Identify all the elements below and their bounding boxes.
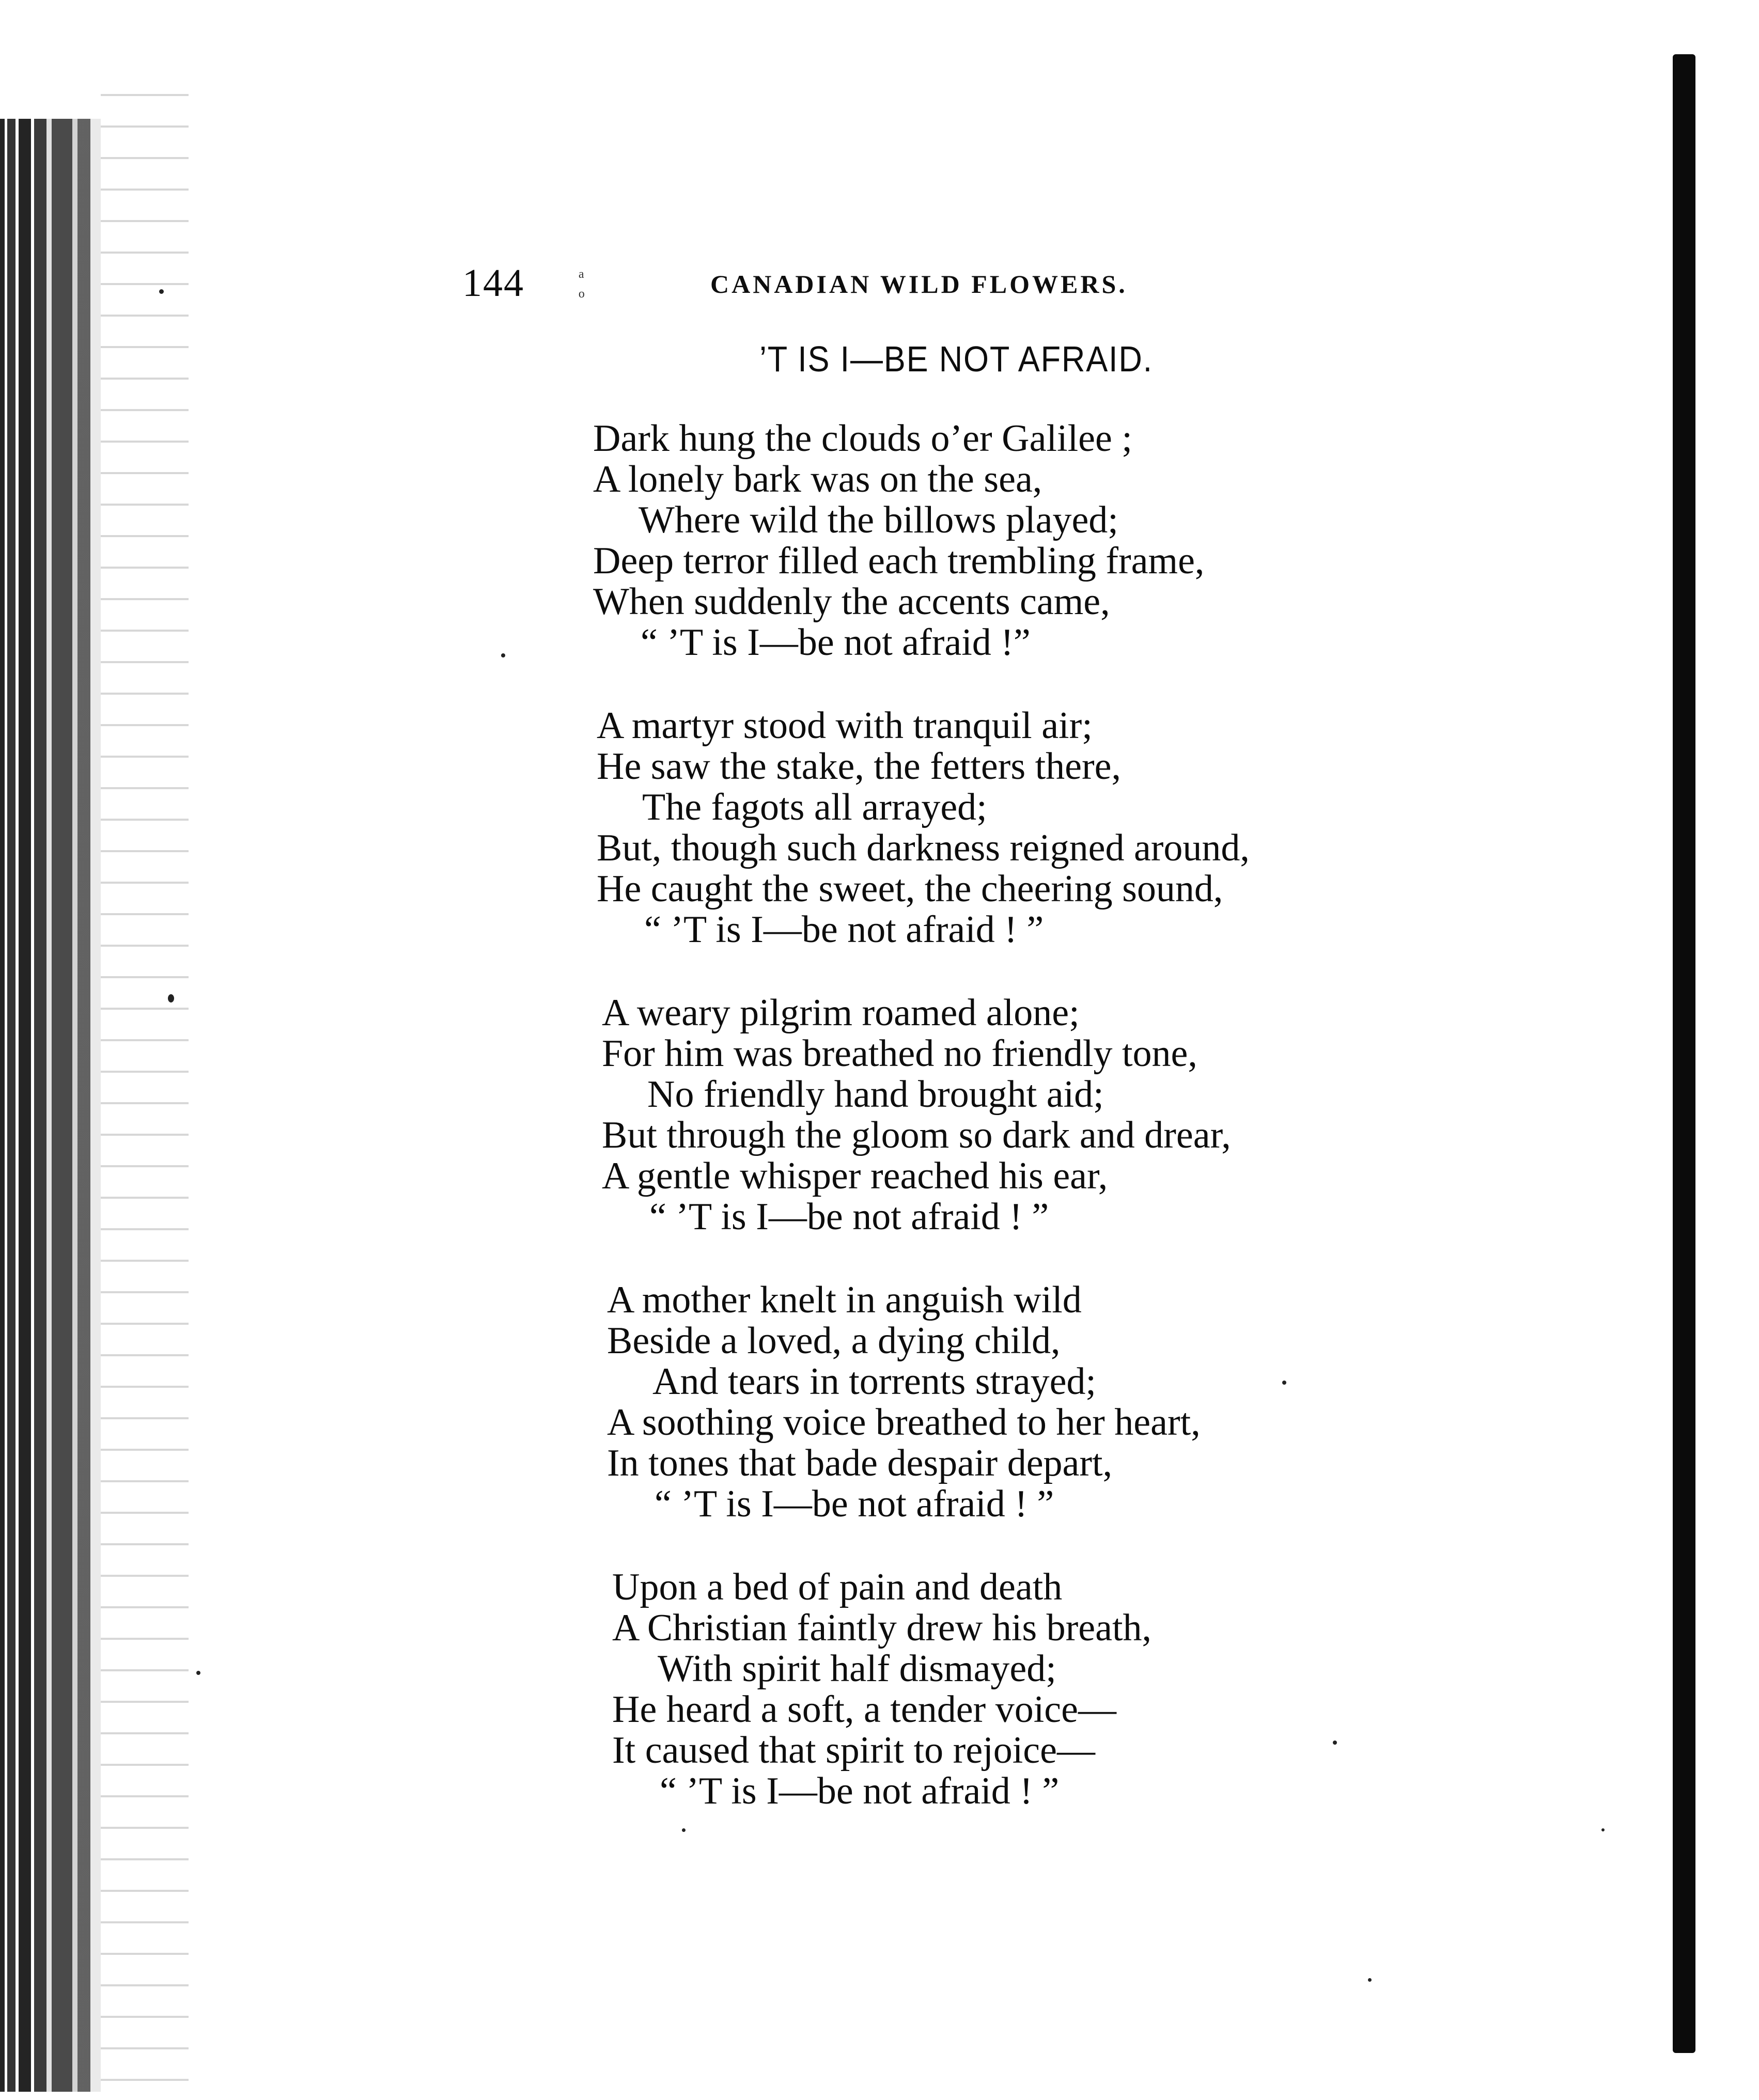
speck xyxy=(501,653,505,657)
stanza-5 xyxy=(612,1567,1439,1812)
page-edge-shadow xyxy=(1673,54,1695,2053)
speck xyxy=(682,1828,686,1832)
running-head xyxy=(462,261,1227,307)
poem-line: The fagots all arrayed; xyxy=(642,786,987,828)
poem-line: Beside a loved, a dying child, xyxy=(607,1320,1061,1362)
ornament-icon: ᵃ ᵒ xyxy=(579,265,585,308)
speck xyxy=(1368,1978,1372,1982)
speck xyxy=(159,289,164,294)
poem-line: Where wild the billows played; xyxy=(639,499,1118,541)
poem-line: A gentle whisper reached his ear, xyxy=(602,1155,1108,1197)
poem-line: No friendly hand brought aid; xyxy=(647,1073,1104,1116)
poem-line: He saw the stake, the fetters there, xyxy=(597,745,1122,788)
poem-line: And tears in torrents strayed; xyxy=(652,1360,1096,1403)
poem-line: Upon a bed of pain and death xyxy=(612,1566,1063,1608)
poem-line: A lonely bark was on the sea, xyxy=(593,458,1042,500)
poem-refrain: “ ’T is I—be not afraid ! ” xyxy=(660,1770,1060,1812)
poem-line: In tones that bade despair depart, xyxy=(607,1442,1113,1484)
poem-line: He heard a soft, a tender voice— xyxy=(612,1688,1116,1731)
poem-line: When suddenly the accents came, xyxy=(593,581,1110,623)
poem-line: A soothing voice breathed to her heart, xyxy=(607,1401,1201,1444)
poem-title: ’T IS I—BE NOT AFRAID. xyxy=(759,339,1153,379)
binding-noise xyxy=(101,83,189,2087)
poem-line: It caused that spirit to rejoice— xyxy=(612,1729,1095,1772)
poem-line: Dark hung the clouds o’er Galilee ; xyxy=(593,417,1132,460)
poem-line: For him was breathed no friendly tone, xyxy=(602,1032,1197,1075)
speck xyxy=(1601,1828,1605,1831)
poem-line: A Christian faintly drew his breath, xyxy=(612,1607,1152,1649)
poem-refrain: “ ’T is I—be not afraid !” xyxy=(641,621,1031,664)
poem-refrain: “ ’T is I—be not afraid ! ” xyxy=(655,1483,1054,1525)
stanza-2 xyxy=(597,706,1423,950)
speck xyxy=(196,1671,200,1675)
poem-line: He caught the sweet, the cheering sound, xyxy=(597,868,1223,910)
poem-line: Deep terror filled each trembling frame, xyxy=(593,540,1205,582)
stanza-3 xyxy=(602,993,1428,1237)
running-title: CANADIAN WILD FLOWERS. xyxy=(710,270,1128,299)
poem-line: A weary pilgrim roamed alone; xyxy=(602,992,1080,1034)
page-number: 144 xyxy=(462,261,524,305)
poem-line: With spirit half dismayed; xyxy=(658,1648,1056,1690)
stanza-1 xyxy=(593,418,1420,663)
poem-line: But, though such darkness reigned around, xyxy=(597,827,1250,869)
speck xyxy=(168,994,174,1002)
binding-shadow xyxy=(0,119,101,2092)
poem-line: A martyr stood with tranquil air; xyxy=(597,704,1093,747)
stanza-4 xyxy=(607,1280,1434,1525)
poem-line: A mother knelt in anguish wild xyxy=(607,1279,1082,1321)
poem-line: But through the gloom so dark and drear, xyxy=(602,1114,1231,1156)
poem-refrain: “ ’T is I—be not afraid ! ” xyxy=(649,1196,1049,1238)
poem-refrain: “ ’T is I—be not afraid ! ” xyxy=(644,908,1044,951)
